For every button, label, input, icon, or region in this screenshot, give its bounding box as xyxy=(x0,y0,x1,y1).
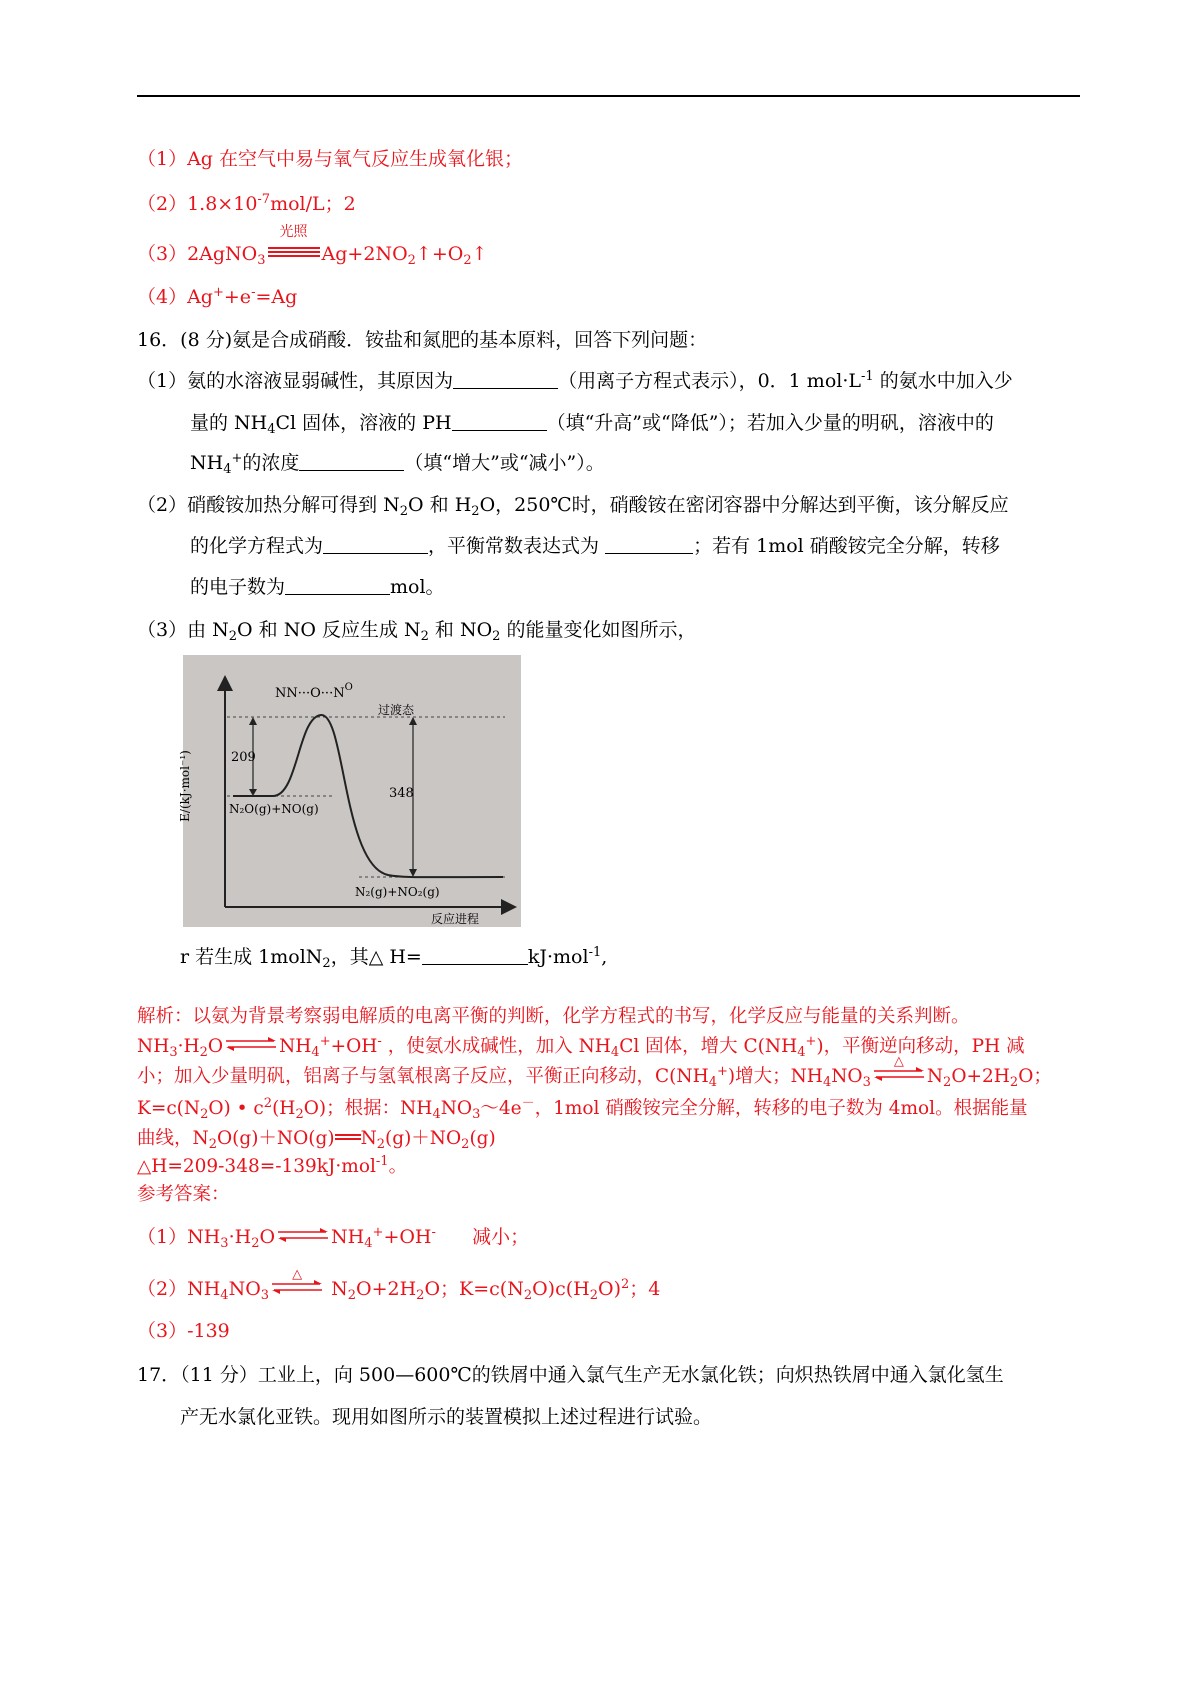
analysis-line1: 解析：以氨为背景考察弱电解质的电离平衡的判断，化学方程式的书写，化学反应与能量的关系判断。 xyxy=(137,1006,970,1027)
x-axis-label: 反应进程 xyxy=(431,912,480,926)
activation-energy-value: 209 xyxy=(231,750,256,765)
answer-blank[interactable] xyxy=(285,576,390,595)
question-17-line1: 17．（11 分）工业上，向 500—600℃的铁屑中通入氯气生产无水氯化铁；向炽热铁屑中通入氯化氢生 xyxy=(137,1364,1004,1386)
answer-15-1: （1）Ag 在空气中易与氧气反应生成氧化银； xyxy=(137,148,524,170)
reference-answer-heading: 参考答案： xyxy=(137,1184,230,1205)
question-16-part3-ask: r 若生成 1molN$_2$，其△ H= kJ·mol$^{-1}$, xyxy=(180,945,608,971)
transition-state-name: 过渡态 xyxy=(378,703,415,717)
reactants-label: N₂O(g)+NO(g) xyxy=(229,802,319,816)
answer-16-2: $(2)NH_4NO_3$ △ $N_2O+2H_2O$；$K=c(N_2O)c(H_2O)^2$；4 xyxy=(137,1267,661,1303)
answer-15-3: （3）2AgNO$_3$ 光照 $Ag+2NO_2↑+O_2↑$ xyxy=(137,224,488,268)
answer-16-1: $(1)NH_3\cdot H_2O$ $NH_4^++OH^-$ 减小； xyxy=(137,1225,530,1251)
question-16-part1-line2: 量的 $NH_4Cl$ 固体，溶液的 PH （填“升高”或“降低”）；若加入少量的明矾，溶液中的 xyxy=(190,412,994,437)
answer-blank[interactable] xyxy=(453,370,558,389)
analysis-line6: △H=209-348=-139kJ·mol$^{-1}$。 xyxy=(137,1154,408,1177)
answer-16-3: （3）-139 xyxy=(137,1320,230,1342)
question-16-part2-line3: 的电子数为 mol。 xyxy=(190,576,445,598)
answer-15-2: $(2)1.8\times 10^{-7}mol/L$；2 xyxy=(137,192,356,215)
question-16-part2-line1: （2）硝酸铵加热分解可得到 $N_2O$ 和 $H_2O$，250℃时，硝酸铵在密闭容器中分解达到平衡，该分解反应 xyxy=(137,494,1009,519)
equilibrium-heat-arrow: △ xyxy=(270,1280,324,1294)
products-label: N₂(g)+NO₂(g) xyxy=(355,885,440,899)
equilibrium-arrow xyxy=(224,1037,278,1051)
transition-state-label: $NN\cdot\cdot\cdot O\cdot\cdot\cdot N^O$ xyxy=(275,682,353,701)
question-16-part3: （3）由 $N_2O$ 和 NO 反应生成 $N_2$ 和 $NO_2$ 的能量变化如图所示， xyxy=(137,619,697,644)
answer-blank[interactable] xyxy=(452,412,547,431)
question-16-part1-line3: $NH_4^+$的浓度 （填“增大”或“减小”）。 xyxy=(190,451,605,477)
question-16-part2-line2: 的化学方程式为 ，平衡常数表达式为 ；若有 1mol 硝酸铵完全分解，转移 xyxy=(190,535,1000,557)
y-axis-label: E/(kJ·mol⁻¹) xyxy=(177,750,192,822)
header-rule xyxy=(137,95,1080,97)
analysis-line4: $K=c(N_2O)$ • $c^2(H_2O)$；根据：$NH_4NO_3\sim 4e^-$，1mol 硝酸铵完全分解，转移的电子数为 4mol。根据能量 xyxy=(137,1096,1028,1122)
question-16-title: 16．(8 分)氨是合成硝酸．铵盐和氮肥的基本原料，回答下列问题： xyxy=(137,329,708,351)
analysis-line3: 小；加入少量明矾，铝离子与氢氧根离子反应，平衡正向移动，$C(NH_4^+)$增大；$NH_4NO_3$ △ $N_2O+2H_2O$； xyxy=(137,1054,1052,1090)
energy-curve xyxy=(233,715,503,877)
answer-blank[interactable] xyxy=(422,946,528,965)
reaction-condition-arrow: 光照 xyxy=(268,244,320,258)
analysis-line5: 曲线，$N_2O(g)+NO(g)$ $N_2(g)+NO_2(g)$ xyxy=(137,1128,496,1152)
question-17-line2: 产无水氯化亚铁。现用如图所示的装置模拟上述过程进行试验。 xyxy=(180,1406,713,1428)
question-16-part1-line1: （1）氨的水溶液显弱碱性，其原因为 （用离子方程式表示），0．1 $mol\cdot L^{-1}$ 的氨水中加入少 xyxy=(137,369,1013,392)
answer-15-4: （4）Ag++e-=Ag xyxy=(137,285,298,308)
analysis-line2: $NH_3\cdot H_2O$ $NH_4^++OH^-$ ，使氨水成碱性，加入 $NH_4Cl$ 固体，增大 $C(NH_4^+)$，平衡逆向移动，PH 减 xyxy=(137,1034,1025,1060)
energy-diagram xyxy=(177,655,521,927)
equilibrium-heat-arrow: △ xyxy=(872,1067,926,1081)
reverse-energy-value: 348 xyxy=(389,786,414,801)
answer-blank[interactable] xyxy=(299,452,404,471)
answer-blank[interactable] xyxy=(605,535,693,554)
answer-blank[interactable] xyxy=(323,535,428,554)
equilibrium-arrow xyxy=(276,1228,330,1242)
